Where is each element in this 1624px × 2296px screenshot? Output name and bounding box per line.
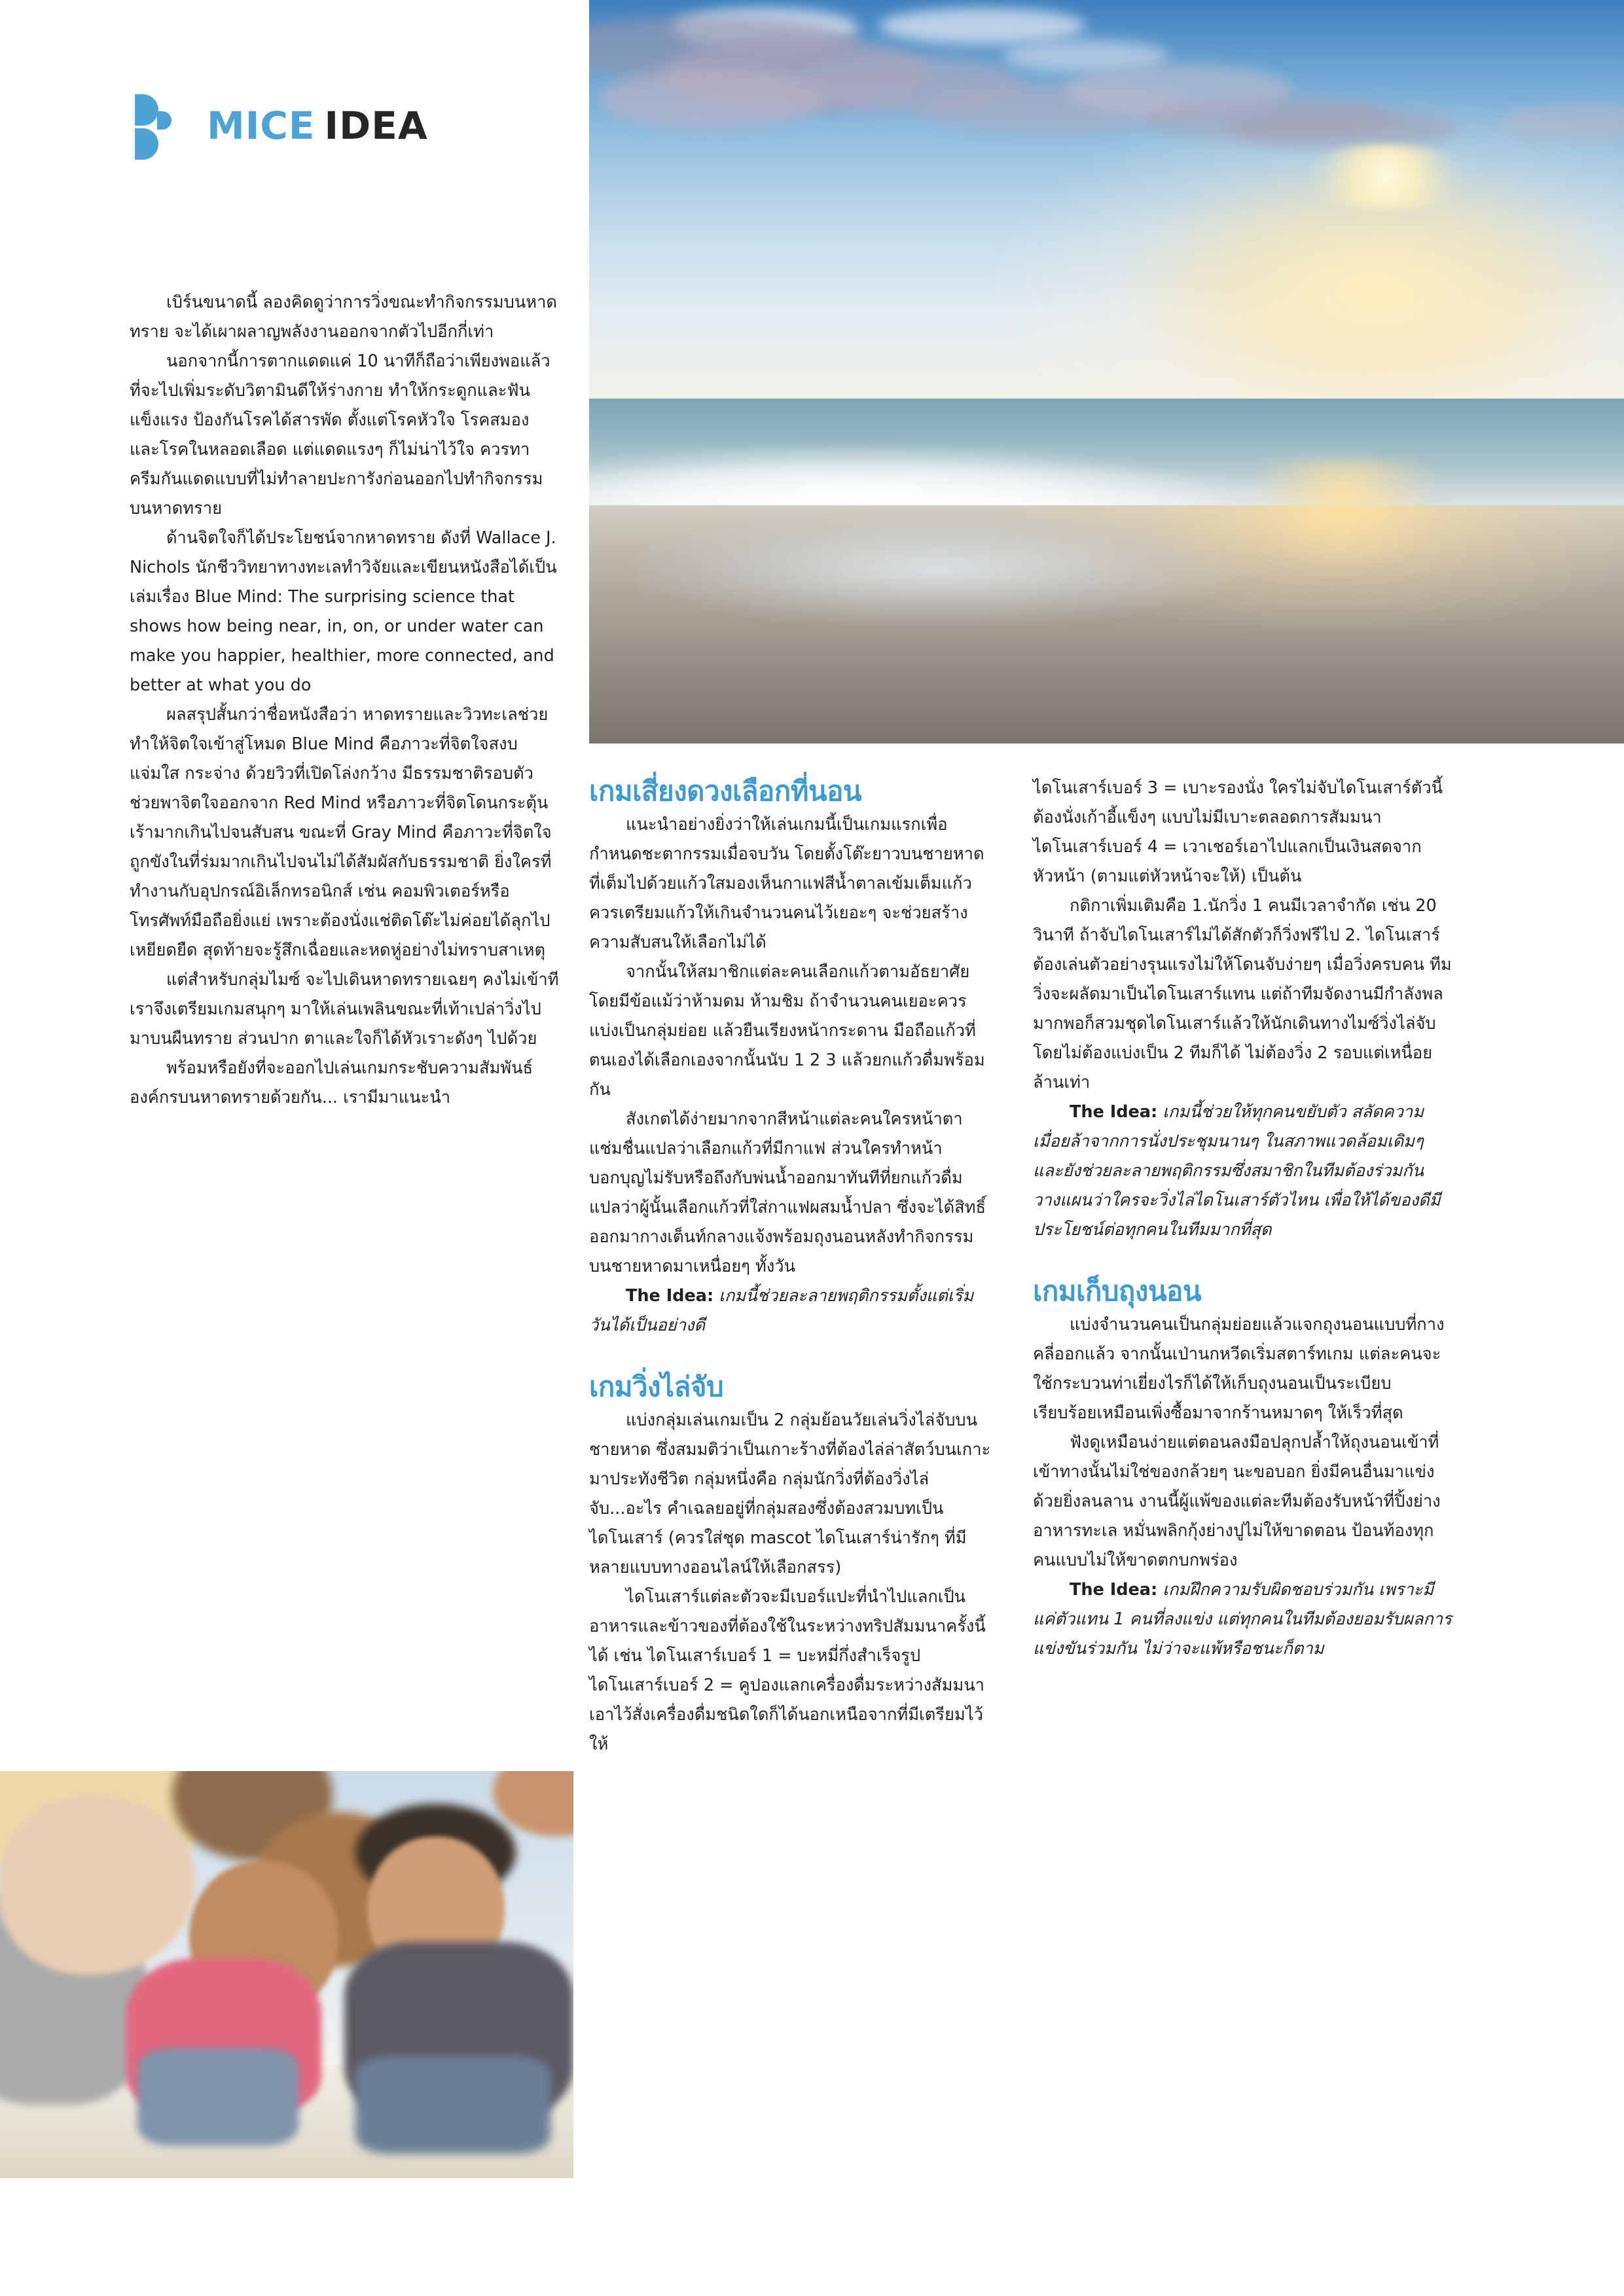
the-idea-callout — [1033, 1575, 1452, 1664]
paragraph: เบิร์นขนาดนี้ ลองคิดดูว่าการวิ่งขณะทำกิจกรรมบนหาดทราย จะได้เผาผลาญพลังงานออกจากตัวไปอีกกี่เท่า — [130, 293, 557, 342]
the-idea-text: เกมนี้ช่วยให้ทุกคนขยับตัว สลัดความเมื่อยล้าจากการนั่งประชุมนานๆ ในสภาพแวดล้อมเดิมๆ และยังช่วยละลายพฤติกรรมซึ่งสมาชิกในทีมต้องร่วมกันวางแผนว่าใครจะวิ่งไล่ไดโนเสาร์ตัวไหน เพื่อให้ได้ของดีมีประโยชน์ต่อทุกคนในทีมมากที่สุด — [1033, 1102, 1441, 1240]
article-column-1 — [130, 288, 559, 1113]
paragraph: แบ่งจำนวนคนเป็นกลุ่มย่อยแล้วแจกถุงนอนแบบที่กางคลี่ออกแล้ว จากนั้นเป่านกหวีดเริ่มสตาร์ทเกม แต่ละคนจะใช้กระบวนท่าเยี่ยงไรก็ได้ให้เก็บถุงนอนเป็นระเบียบเรียบร้อยเหมือนเพิ่งซื้อมาจากร้านหมาดๆ ให้เร็วที่สุด — [1033, 1315, 1445, 1423]
the-idea-label: The Idea: — [1070, 1580, 1158, 1600]
paragraph: พร้อมหรือยังที่จะออกไปเล่นเกมกระชับความสัมพันธ์องค์กรบนหาดทรายด้วยกัน... เรามีมาแนะนำ — [130, 1058, 533, 1107]
friends-huddle-photo — [0, 1771, 573, 2178]
photo-sky-region — [589, 0, 1624, 401]
paragraph: ไดโนเสาร์เบอร์ 3 = เบาะรองนั่ง ใครไม่จับไดโนเสาร์ตัวนี้ต้องนั่งเก้าอี้แข็งๆ แบบไม่มีเบาะตลอดการสัมมนา ไดโนเสาร์เบอร์ 4 = เวาเชอร์เอาไปแลกเป็นเงินสดจากหัวหน้า (ตามแต่หัวหน้าจะให้) เป็นต้น — [1033, 778, 1443, 886]
section-heading-sleeping-bag-game: เกมเก็บถุงนอน — [1033, 1275, 1201, 1307]
paragraph: ฟังดูเหมือนง่ายแต่ตอนลงมือปลุกปล้ำให้ถุงนอนเข้าที่เข้าทางนั้นไม่ใช่ของกล้วยๆ นะขอบอก ยิ่งมีคนอื่นมาแข่งด้วยยิ่งลนลาน งานนี้ผู้แพ้ของแต่ละทีมต้องรับหน้าที่ปิ้งย่างอาหารทะเล หมั่นพลิกกุ้งย่างปูไม่ให้ขาดตอน ป้อนท้องทุกคนแบบไม่ให้ขาดตกบกพร่อง — [1033, 1433, 1441, 1570]
the-idea-callout — [589, 1282, 994, 1340]
hero-beach-photo — [589, 0, 1624, 744]
article-column-2 — [589, 774, 994, 1759]
brand-word-idea: IDEA — [324, 103, 428, 148]
the-idea-label: The Idea: — [626, 1286, 714, 1306]
paragraph: จากนั้นให้สมาชิกแต่ละคนเลือกแก้วตามอัธยาศัย โดยมีข้อแม้ว่าห้ามดม ห้ามชิม ถ้าจำนวนคนเยอะควรแบ่งเป็นกลุ่มย่อย แล้วยืนเรียงหน้ากระดาน มือถือแก้วที่ตนเองได้เลือกเองจากนั้นนับ 1 2 3 แล้วยกแก้วดื่มพร้อมกัน — [589, 962, 985, 1100]
paragraph: ไดโนเสาร์แต่ละตัวจะมีเบอร์แปะที่นำไปแลกเป็นอาหารและข้าวของที่ต้องใช้ในระหว่างทริปสัมมนาครั้งนี้ได้ เช่น ไดโนเสาร์เบอร์ 1 = บะหมี่กึ่งสำเร็จรูป ไดโนเสาร์เบอร์ 2 = คูปองแลกเครื่องดื่มระหว่างสัมมนา เอาไว้สั่งเครื่องดื่มชนิดใดก็ได้นอกเหนือจากที่มีเตรียมไว้ให้ — [589, 1587, 986, 1754]
the-idea-text: เกมฝึกความรับผิดชอบร่วมกัน เพราะมีแค่ตัวแทน 1 คนที่ลงแข่ง แต่ทุกคนในทีมต้องยอมรับผลการแข่งขันร่วมกัน ไม่ว่าจะแพ้หรือชนะก็ตาม — [1033, 1580, 1452, 1659]
paragraph: ด้านจิตใจก็ได้ประโยชน์จากหาดทราย ดังที่ Wallace J. Nichols นักชีววิทยาทางทะเลทำวิจัยและเขียนหนังสือได้เป็นเล่มเรื่อง Blue Mind: The surprising science that shows how being near, in, on, or under water can make you happier, healthier, more connected, and better at what you do — [130, 528, 557, 695]
brand-logo — [130, 92, 428, 160]
the-idea-text: เกมนี้ช่วยละลายพฤติกรรมตั้งแต่เริ่มวันได้เป็นอย่างดี — [589, 1286, 974, 1335]
brand-wordmark — [207, 103, 428, 148]
brand-word-mice: MICE — [207, 103, 316, 148]
photo-person-center-jeans — [137, 2048, 298, 2145]
paragraph: แนะนำอย่างยิ่งว่าให้เล่นเกมนี้เป็นเกมแรกเพื่อกำหนดชะตากรรมเมื่อจบวัน โดยตั้งโต๊ะยาวบนชายหาดที่เต็มไปด้วยแก้วใสมองเห็นกาแฟสีน้ำตาลเข้มเต็มแก้ว ควรเตรียมแก้วให้เกินจำนวนคนไว้เยอะๆ จะช่วยสร้างความสับสนให้เลือกไม่ได้ — [589, 815, 984, 952]
paragraph: แต่สำหรับกลุ่มไมซ์ จะไปเดินหาดทรายเฉยๆ คงไม่เข้าที เราจึงเตรียมเกมสนุกๆ มาให้เล่นเพลินขณะที่เท้าเปล่าวิ่งไปมาบนผืนทราย ส่วนปาก ตาและใจก็ได้หัวเราะดังๆ ไปด้วย — [130, 970, 559, 1049]
the-idea-label: The Idea: — [1070, 1102, 1158, 1122]
section-heading-chase-game: เกมวิ่งไล่จับ — [589, 1371, 724, 1403]
article-column-3 — [1033, 774, 1452, 1664]
the-idea-callout — [1033, 1098, 1452, 1245]
photo-sun-reflection-path — [1210, 461, 1479, 624]
section-heading-lucky-draw-game: เกมเสี่ยงดวงเลือกที่นอน — [589, 775, 862, 807]
paragraph: แบ่งกลุ่มเล่นเกมเป็น 2 กลุ่มย้อนวัยเล่นวิ่งไล่จับบนชายหาด ซึ่งสมมติว่าเป็นเกาะร้างที่ต้องไล่ล่าสัตว์บนเกาะมาประทังชีวิต กลุ่มหนึ่งคือ กลุ่มนักวิ่งที่ต้องวิ่งไล่จับ...อะไร คำเฉลยอยู่ที่กลุ่มสองซึ่งต้องสวมบทเป็นไดโนเสาร์ (ควรใส่ชุด mascot ไดโนเสาร์น่ารักๆ ที่มีหลายแบบทางออนไลน์ให้เลือกสรร) — [589, 1410, 991, 1577]
photo-person-right-jeans — [355, 2056, 550, 2153]
sun-glow — [1293, 145, 1479, 209]
paragraph: ผลสรุปสั้นกว่าชื่อหนังสือว่า หาดทรายและวิวทะเลช่วยทำให้จิตใจเข้าสู่โหมด Blue Mind คือภาวะที่จิตใจสงบ แจ่มใส กระจ่าง ด้วยวิวที่เปิดโล่งกว้าง มีธรรมชาติรอบตัว ช่วยพาจิตใจออกจาก Red Mind หรือภาวะที่จิตโดนกระตุ้นเร้ามากเกินไปจนสับสน ขณะที่ Gray Mind คือภาวะที่จิตใจถูกขังในที่ร่มมากเกินไปจนไม่ได้สัมผัสกับธรรมชาติ ยิ่งใครที่ทำงานกับอุปกรณ์อิเล็กทรอนิกส์ เช่น คอมพิวเตอร์หรือโทรศัพท์มือถือยิ่งแย่ เพราะต้องนั่งแช่ติดโต๊ะไม่ค่อยได้ลุกไปเหยียดยืด สุดท้ายจะรู้สึกเฉื่อยและหดหู่อย่างไม่ทราบสาเหตุ — [130, 705, 552, 960]
paragraph: กติกาเพิ่มเติมคือ 1.นักวิ่ง 1 คนมีเวลาจำกัด เช่น 20 วินาที ถ้าจับไดโนเสาร์ไม่ได้สักตัวก็วิ่งฟรีไป 2. ไดโนเสาร์ต้องเล่นตัวอย่างรุนแรงไม่ให้โดนจับง่ายๆ เมื่อวิ่งครบคน ทีมวิ่งจะผลัดมาเป็นไดโนเสาร์แทน แต่ถ้าทีมจัดงานมีกำลังพลมากพอก็สวมชุดไดโนเสาร์แล้วให้นักเดินทางไมซ์วิ่งไล่จับโดยไม่ต้องแบ่งเป็น 2 ทีมก็ได้ ไม่ต้องวิ่ง 2 รอบแต่เหนื่อยล้านเท่า — [1033, 896, 1452, 1092]
mice-idea-logo-mark-icon — [130, 92, 190, 160]
paragraph: สังเกตได้ง่ายมากจากสีหน้าแต่ละคนใครหน้าตาแช่มชื่นแปลว่าเลือกแก้วที่มีกาแฟ ส่วนใครทำหน้าบอกบุญไม่รับหรือถึงกับพ่นน้ำออกมาทันทีที่ยกแก้วดื่ม แปลว่าผู้นั้นเลือกแก้วที่ใส่กาแฟผสมน้ำปลา ซึ่งจะได้สิทธิ์ออกมากางเต็นท์กลางแจ้งพร้อมถุงนอนหลังทำกิจกรรมบนชายหาดมาเหนื่อยๆ ทั้งวัน — [589, 1109, 986, 1276]
paragraph: นอกจากนี้การตากแดดแค่ 10 นาทีก็ถือว่าเพียงพอแล้วที่จะไปเพิ่มระดับวิตามินดีให้ร่างกาย ทำให้กระดูกและฟันแข็งแรง ป้องกันโรคได้สารพัด ตั้งแต่โรคหัวใจ โรคสมองและโรคในหลอดเลือด แต่แดดแรงๆ ก็ไม่น่าไว้ใจ ควรทาครีมกันแดดแบบที่ไม่ทำลายปะการังก่อนออกไปทำกิจกรรมบนหาดทราย — [130, 351, 550, 518]
